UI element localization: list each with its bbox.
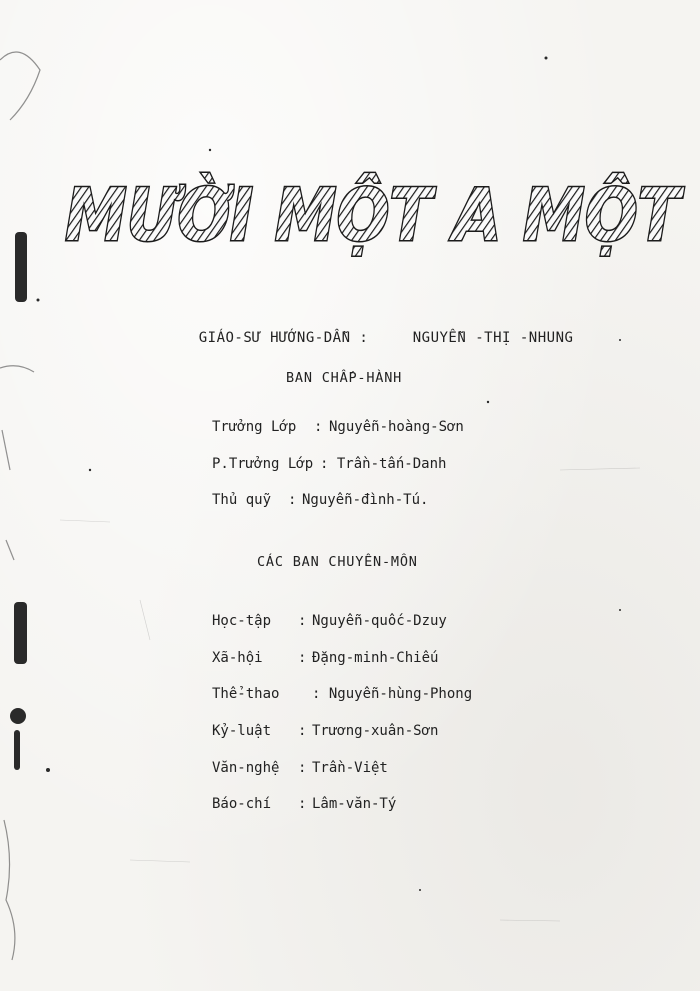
member-name: Lâm-văn-Tý <box>312 796 397 812</box>
executive-committee-heading: BAN CHẤP-HÀNH <box>286 370 403 386</box>
committee-row <box>212 492 502 512</box>
member-name: Trương-xuân-Sơn <box>312 723 439 739</box>
committee-row <box>212 419 502 439</box>
role-label: Thủ quỹ <box>212 492 272 508</box>
role-label: P.Trưởng Lớp <box>212 456 314 472</box>
binding-mark <box>15 232 27 302</box>
specialized-committees-heading: CÁC BAN CHUYÊN-MÔN <box>257 554 418 570</box>
committee-row <box>212 723 492 743</box>
binding-mark <box>14 730 20 770</box>
role-separator: : <box>298 760 307 776</box>
role-label: Học-tập <box>212 613 272 629</box>
role-label: Kỷ-luật <box>212 723 272 739</box>
advisor-name-text: NGUYỄN -THỊ -NHUNG <box>412 330 574 346</box>
role-separator: : <box>288 492 297 508</box>
role-separator: : <box>314 419 323 435</box>
member-name: Trần-tấn-Danh <box>336 456 447 472</box>
binding-mark <box>10 708 26 724</box>
member-name: Nguyễn-quốc-Dzuy <box>312 613 447 629</box>
role-separator: : <box>298 723 307 739</box>
advisor-line <box>163 314 368 362</box>
role-separator: : <box>298 613 307 629</box>
member-name: : Nguyễn-hùng-Phong <box>312 686 473 702</box>
committee-row <box>212 796 492 816</box>
committee-row <box>212 686 492 706</box>
committee-row <box>212 650 492 670</box>
binding-mark <box>14 602 27 664</box>
advisor-name <box>377 314 573 362</box>
document-title: MƯỜI MỘT A MỘT <box>65 173 685 257</box>
member-name-with-separator: : Trần-tấn-Danh <box>320 456 447 472</box>
member-name: Nguyễn-hoàng-Sơn <box>329 419 464 435</box>
role-label: Báo-chí <box>212 796 272 812</box>
role-separator: : <box>298 796 307 812</box>
role-label: Văn-nghệ <box>212 760 280 776</box>
role-label: Trưởng Lớp <box>212 419 297 435</box>
committee-row <box>212 456 502 476</box>
title-lettering <box>55 140 695 270</box>
member-name: Đặng-minh-Chiếu <box>312 650 439 666</box>
member-name: Nguyễn-đình-Tú. <box>302 492 429 508</box>
advisor-label: GIÁO-SƯ HƯỚNG-DẪN : <box>198 330 369 346</box>
role-label: Xã-hội <box>212 650 263 666</box>
role-separator: : <box>298 650 307 666</box>
role-label: Thể-thao <box>212 686 280 702</box>
committee-row <box>212 760 492 780</box>
member-name: Trần-Việt <box>312 760 388 776</box>
committee-row <box>212 613 492 633</box>
